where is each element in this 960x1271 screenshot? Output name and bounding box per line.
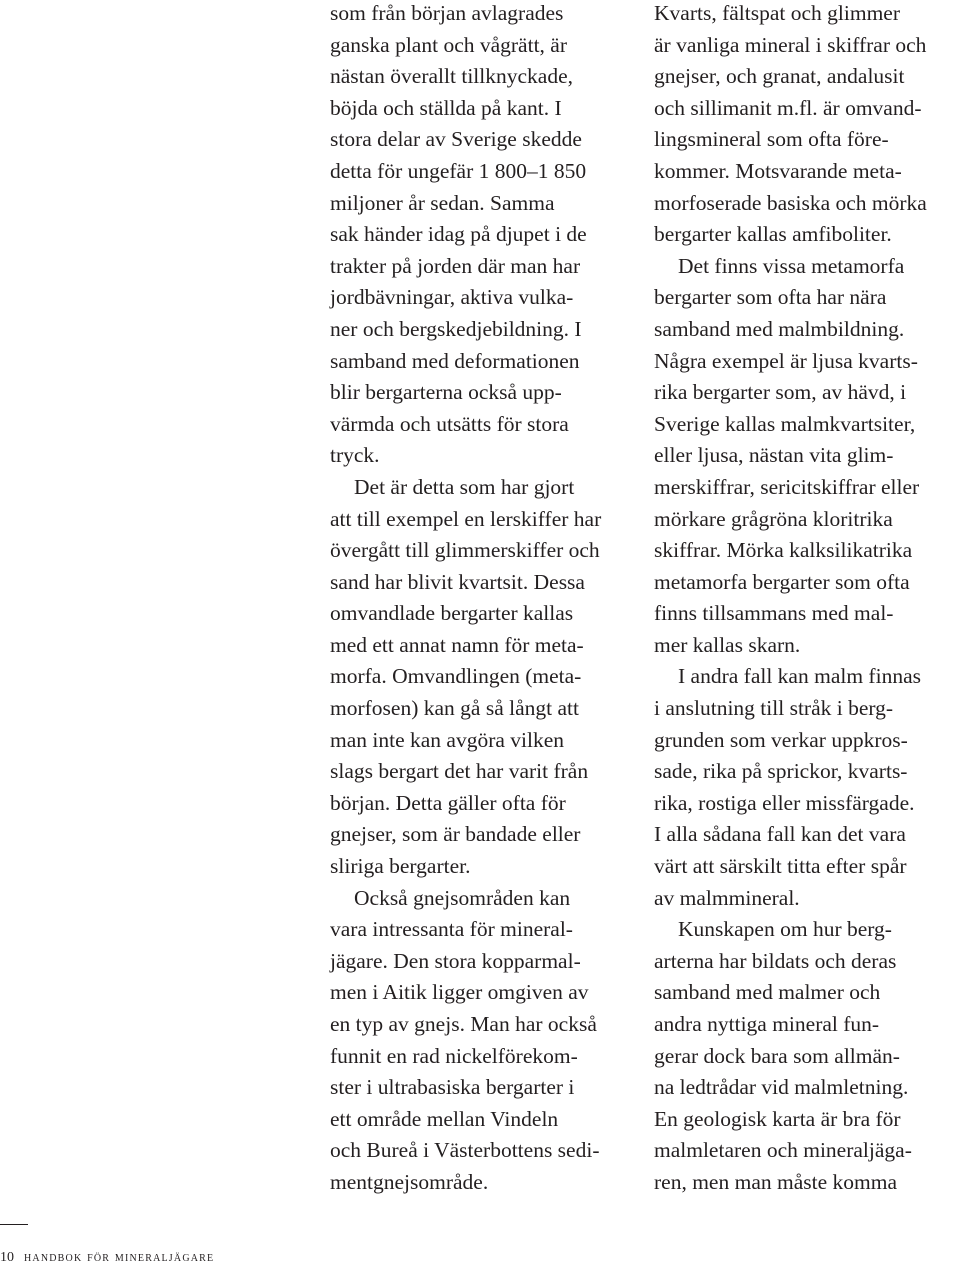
text-line: Också gnejsområden kan bbox=[354, 885, 571, 910]
text-line: och sillimanit m.fl. är omvand- bbox=[654, 95, 922, 120]
text-line: Kvarts, fältspat och glimmer bbox=[654, 1, 900, 25]
text-line: na ledtrådar vid malmletning. bbox=[654, 1075, 909, 1100]
text-line: rika bergarter som, av hävd, i bbox=[654, 380, 907, 405]
text-line: trakter på jorden där man har bbox=[330, 253, 581, 278]
text-line: och Bureå i Västerbottens sedi- bbox=[330, 1138, 600, 1163]
text-line: ren, men man måste komma bbox=[654, 1169, 897, 1194]
text-line: men i Aitik ligger omgiven av bbox=[330, 980, 589, 1005]
text-line: Några exempel är ljusa kvarts- bbox=[654, 348, 918, 373]
running-title: handbok för mineraljägare bbox=[24, 1250, 215, 1265]
text-line: jordbävningar, aktiva vulka- bbox=[330, 285, 574, 310]
text-line: miljoner år sedan. Samma bbox=[330, 190, 555, 215]
text-line: man inte kan avgöra vilken bbox=[330, 727, 565, 752]
text-line: mentgnejsområde. bbox=[330, 1169, 489, 1194]
text-line: Det är detta som har gjort bbox=[354, 474, 575, 499]
text-line: samband med deformationen bbox=[330, 348, 580, 373]
text-line: I alla sådana fall kan det vara bbox=[654, 822, 906, 847]
page-number: 10 bbox=[0, 1250, 14, 1265]
text-line: skiffrar. Mörka kalksilikatrika bbox=[654, 538, 913, 563]
text-line: omvandlade bergarter kallas bbox=[330, 601, 574, 626]
text-line: gnejser, som är bandade eller bbox=[330, 822, 581, 847]
text-line: med ett annat namn för meta- bbox=[330, 632, 584, 657]
text-line: ganska plant och vågrätt, är bbox=[330, 32, 568, 57]
text-line: merskiffrar, sericitskiffrar eller bbox=[654, 474, 920, 499]
text-line: lingsmineral som ofta före- bbox=[654, 127, 889, 152]
text-line: bergarter kallas amfiboliter. bbox=[654, 222, 892, 247]
text-line: av malmmineral. bbox=[654, 885, 800, 910]
text-line: I andra fall kan malm finnas bbox=[678, 664, 921, 689]
text-line: sak händer idag på djupet i de bbox=[330, 222, 587, 247]
text-line: böjda och ställda på kant. I bbox=[330, 95, 562, 120]
text-line: värt att särskilt titta efter spår bbox=[654, 854, 907, 879]
text-line: morfoserade basiska och mörka bbox=[654, 190, 927, 215]
text-line: finns tillsammans med mal- bbox=[654, 601, 894, 626]
page-footer bbox=[0, 1249, 214, 1267]
text-line: i anslutning till stråk i berg- bbox=[654, 696, 894, 721]
text-line: funnit en rad nickelförekom- bbox=[330, 1043, 578, 1068]
text-line: samband med malmer och bbox=[654, 980, 881, 1005]
text-line: sliriga bergarter. bbox=[330, 854, 471, 879]
text-line: kommer. Motsvarande meta- bbox=[654, 158, 902, 183]
text-line: att till exempel en lerskiffer har bbox=[330, 506, 602, 531]
text-line: mörkare grågröna kloritrika bbox=[654, 506, 893, 531]
text-line: eller ljusa, nästan vita glim- bbox=[654, 443, 894, 468]
text-line: rika, rostiga eller missfärgade. bbox=[654, 790, 915, 815]
text-line: slags bergart det har varit från bbox=[330, 759, 589, 784]
text-line: ett område mellan Vindeln bbox=[330, 1106, 559, 1131]
text-line: är vanliga mineral i skiffrar och bbox=[654, 32, 927, 57]
text-line: gerar dock bara som allmän- bbox=[654, 1043, 900, 1068]
text-line: Kunskapen om hur berg- bbox=[678, 917, 892, 942]
text-line: morfa. Omvandlingen (meta- bbox=[330, 664, 582, 689]
text-line: som från början avlagrades bbox=[330, 1, 564, 25]
footer-rule bbox=[0, 1224, 28, 1225]
text-line: detta för ungefär 1 800–1 850 bbox=[330, 158, 587, 183]
text-column-left bbox=[330, 0, 642, 1199]
text-line: Sverige kallas malmkvartsiter, bbox=[654, 411, 916, 436]
text-line: Det finns vissa metamorfa bbox=[678, 253, 905, 278]
text-line: arterna har bildats och deras bbox=[654, 948, 897, 973]
text-line: gnejser, och granat, andalusit bbox=[654, 64, 905, 89]
text-line: blir bergarterna också upp- bbox=[330, 380, 562, 405]
text-line: grunden som verkar uppkros- bbox=[654, 727, 908, 752]
text-line: metamorfa bergarter som ofta bbox=[654, 569, 910, 594]
text-line: mer kallas skarn. bbox=[654, 632, 801, 657]
text-line: malmletaren och mineraljäga- bbox=[654, 1138, 912, 1163]
text-line: samband med malmbildning. bbox=[654, 316, 905, 341]
text-line: morfosen) kan gå så långt att bbox=[330, 696, 579, 721]
text-line: ner och bergskedjebildning. I bbox=[330, 316, 582, 341]
text-line: ster i ultrabasiska bergarter i bbox=[330, 1075, 575, 1100]
text-line: en typ av gnejs. Man har också bbox=[330, 1012, 597, 1036]
text-line: stora delar av Sverige skedde bbox=[330, 127, 582, 152]
text-line: sand har blivit kvartsit. Dessa bbox=[330, 569, 585, 594]
text-line: nästan överallt tillknyckade, bbox=[330, 64, 573, 89]
text-line: början. Detta gäller ofta för bbox=[330, 790, 566, 815]
text-line: vara intressanta för mineral- bbox=[330, 917, 573, 942]
text-line: jägare. Den stora kopparmal- bbox=[330, 948, 581, 973]
text-line: bergarter som ofta har nära bbox=[654, 285, 887, 310]
text-line: andra nyttiga mineral fun- bbox=[654, 1012, 880, 1036]
text-line: sade, rika på sprickor, kvarts- bbox=[654, 759, 908, 784]
text-column-right bbox=[654, 0, 960, 1199]
text-line: tryck. bbox=[330, 443, 380, 468]
text-line: En geologisk karta är bra för bbox=[654, 1106, 901, 1131]
text-line: övergått till glimmerskiffer och bbox=[330, 538, 600, 563]
text-line: värmda och utsätts för stora bbox=[330, 411, 569, 436]
